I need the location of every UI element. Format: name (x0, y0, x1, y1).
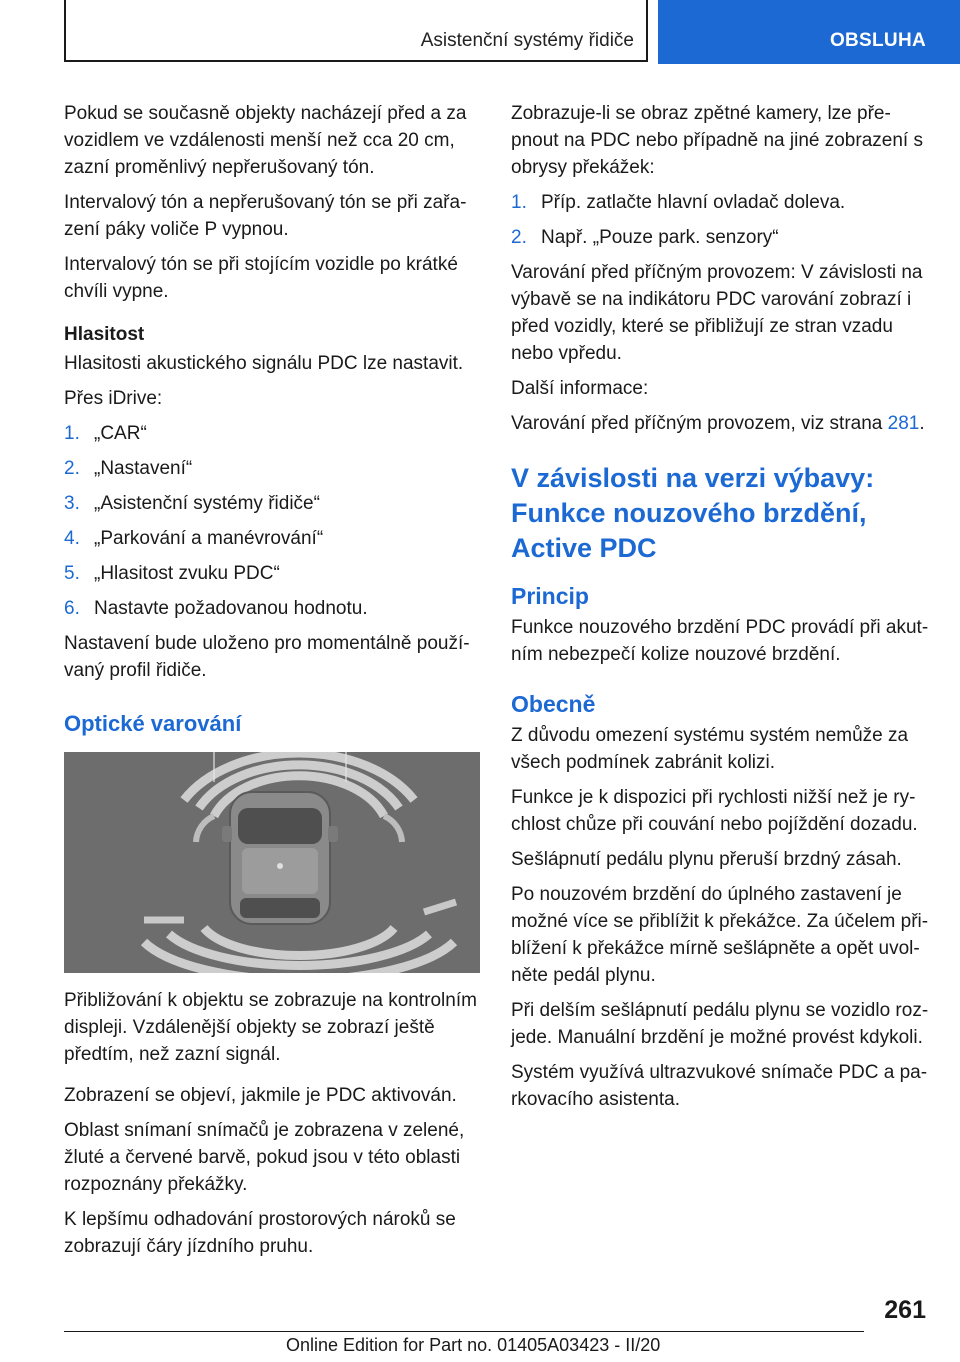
main-heading (511, 461, 929, 566)
step-text: „Hlasitost zvuku PDC“ (94, 563, 280, 584)
camera-steps (511, 189, 929, 251)
chapter-tab (658, 0, 960, 64)
paragraph: Přes iDrive: (64, 388, 163, 409)
list-item (511, 189, 929, 216)
heading-princip: Princip (511, 583, 589, 609)
step-number: 1. (511, 192, 527, 213)
paragraph: Sešlápnutí pedálu plynu přeruší brzdný zásah. (511, 849, 902, 870)
step-number: 2. (64, 458, 80, 479)
step-text: „Asistenční systémy řidiče“ (94, 493, 320, 514)
paragraph: Zobrazení se objeví, jakmile je PDC aktivován. (64, 1085, 457, 1106)
reference-text: Varování před příčným provozem, viz strana (511, 413, 888, 434)
list-item (64, 525, 482, 552)
paragraph: Přibližování k objektu se zobrazuje na kontrolním displeji. Vzdálenější objekty se zobrazí ještě předtím, než zazní signál. (64, 990, 477, 1065)
step-number: 6. (64, 598, 80, 619)
list-item (64, 455, 482, 482)
list-item (64, 420, 482, 447)
paragraph: Intervalový tón se při stojícím vozidle po krátké chvíli vypne. (64, 254, 458, 302)
idrive-steps (64, 420, 482, 622)
step-number: 5. (64, 563, 80, 584)
step-text: „Parkování a manévrování“ (94, 528, 324, 549)
list-item (64, 560, 482, 587)
step-text: „Nastavení“ (94, 458, 193, 479)
step-number: 2. (511, 227, 527, 248)
step-number: 3. (64, 493, 80, 514)
step-text: Nastavte požadovanou hodnotu. (94, 598, 368, 619)
paragraph: Varování před příčným provozem: V závislosti na výbavě se na indikátoru PDC varování zobrazí i před vozidly, které se přibližují ze stran vzadu nebo vpředu. (511, 262, 923, 364)
section-title: Asistenční systémy řidiče (420, 30, 634, 51)
paragraph: Nastavení bude uloženo pro momentálně používaný profil řidiče. (64, 633, 470, 681)
step-text: Např. „Pouze park. senzory“ (541, 227, 779, 248)
page-number: 261 (884, 1296, 926, 1324)
header-frame (64, 0, 648, 62)
edition-footer: Online Edition for Part no. 01405A03423 - II/20 (286, 1335, 661, 1355)
left-column (64, 100, 482, 1268)
list-item (511, 224, 929, 251)
paragraph: Hlasitosti akustického signálu PDC lze nastavit. (64, 353, 464, 374)
paragraph: Funkce je k dispozici při rychlosti nižší než je rychlost chůze při couvání nebo pojíždění dozadu. (511, 787, 918, 835)
paragraph: Zobrazuje-li se obraz zpětné kamery, lze přepnout na PDC nebo případně na jiné zobrazení s obrysy překážek: (511, 103, 923, 178)
page-link[interactable]: 281 (887, 413, 920, 434)
paragraph: Po nouzovém brzdění do úplného zastavení je možné více se přiblížit k překážce. Za účelem přiblížení k překážce mírně sešlápněte a opět uvolněte pedál plynu. (511, 884, 929, 986)
heading-obecne: Obecně (511, 691, 596, 717)
paragraph: Intervalový tón a nepřerušovaný tón se při zařazení páky voliče P vypnou. (64, 192, 467, 240)
cross-reference (511, 410, 929, 437)
paragraph: Systém využívá ultrazvukové snímače PDC a parkovacího asistenta. (511, 1062, 928, 1110)
list-item (64, 490, 482, 517)
paragraph: Při delším sešlápnutí pedálu plynu se vozidlo rozjede. Manuální brzdění je možné provést kdykoli. (511, 1000, 929, 1048)
paragraph: Funkce nouzového brzdění PDC provádí při akutním nebezpečí kolize nouzové brzdění. (511, 617, 929, 665)
car-sensor-icon (64, 752, 480, 973)
paragraph: K lepšímu odhadování prostorových nároků se zobrazují čáry jízdního pruhu. (64, 1209, 456, 1257)
step-number: 1. (64, 423, 80, 444)
right-column (511, 100, 929, 1121)
main-heading-line: Funkce nouzového brzdění, (511, 498, 867, 528)
paragraph: Z důvodu omezení systému systém nemůže za všech podmínek zabránit kolizi. (511, 725, 909, 773)
footer-divider (64, 1331, 864, 1332)
step-number: 4. (64, 528, 80, 549)
reference-end: . (919, 413, 925, 434)
pdc-display-illustration (64, 752, 480, 973)
list-item (64, 595, 482, 622)
paragraph: Pokud se současně objekty nacházejí před a za vozidlem ve vzdálenosti menší než cca 20 cm, zazní proměnlivý nepřerušovaný tón. (64, 103, 467, 178)
heading-optical-warning: Optické varování (64, 711, 242, 736)
main-heading-line: V závislosti na verzi výbavy: (511, 463, 875, 493)
chapter-tab-label: OBSLUHA (829, 30, 926, 51)
paragraph: Další informace: (511, 378, 649, 399)
main-heading-line: Active PDC (511, 533, 657, 563)
paragraph: Oblast snímaní snímačů je zobrazena v zelené, žluté a červené barvě, pokud jsou v této oblasti rozpoznány překážky. (64, 1120, 465, 1195)
step-text: „CAR“ (94, 423, 147, 444)
step-text: Příp. zatlačte hlavní ovladač doleva. (541, 192, 846, 213)
heading-hlasitost: Hlasitost (64, 324, 145, 345)
